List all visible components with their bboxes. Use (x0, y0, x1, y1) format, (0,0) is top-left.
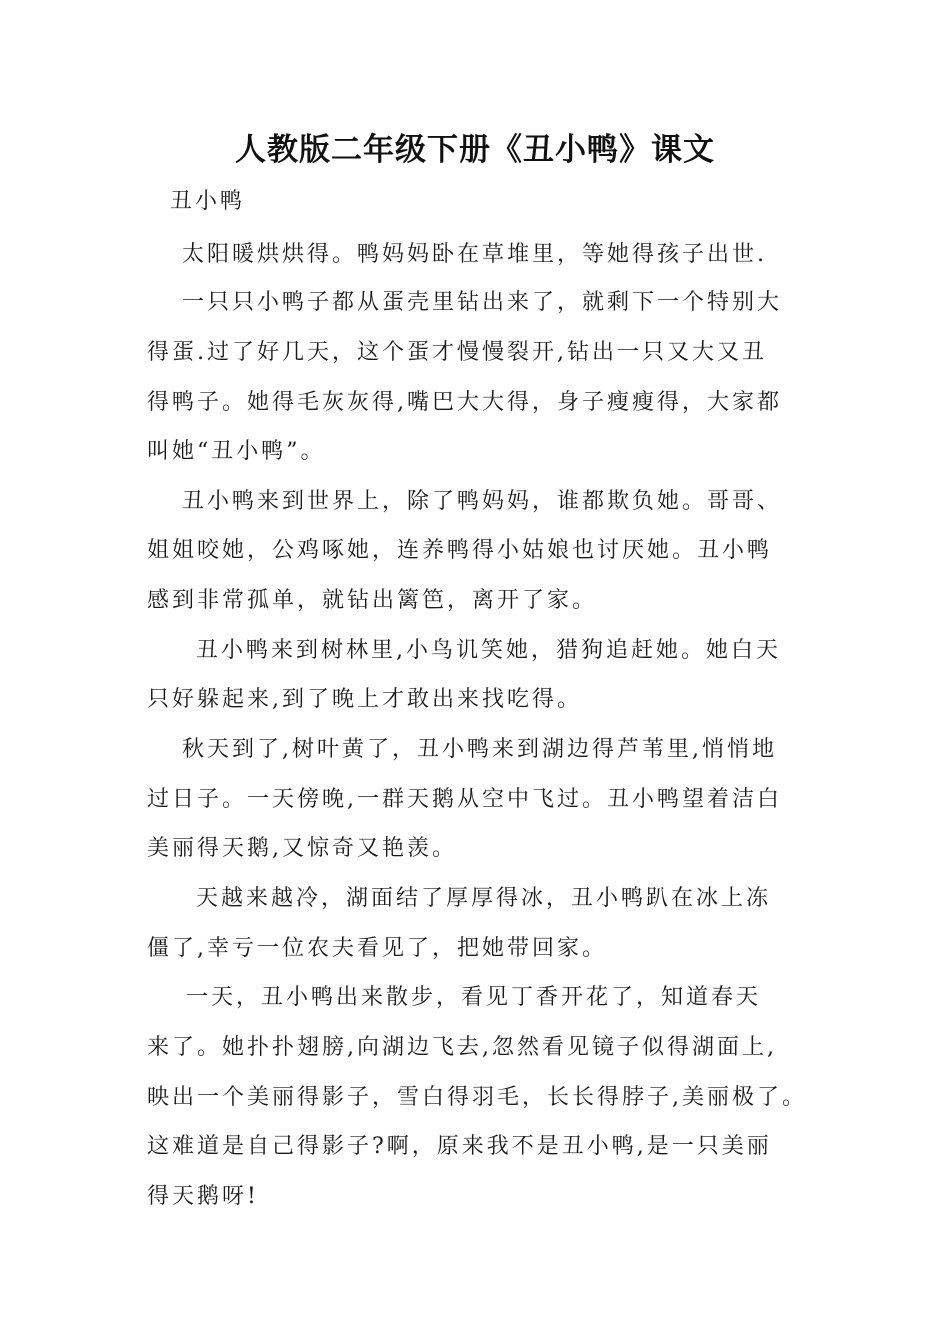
paragraph-7-line-4: 这难道是自己得影子?啊，原来我不是丑小鸭,是一只美丽 (147, 1134, 772, 1159)
paragraph-7-line-1: 一天，丑小鸭出来散步，看见丁香开花了，知道春天 (186, 985, 762, 1010)
paragraph-2-line-4: 叫她“丑小鸭”。 (147, 439, 326, 464)
paragraph-5-line-3: 美丽得天鹅,又惊奇又艳羡。 (147, 836, 457, 861)
paragraph-1-line-1: 太阳暖烘烘得。鸭妈妈卧在草堆里，等她得孩子出世. (182, 242, 767, 267)
paragraph-2-line-2: 得蛋.过了好几天，这个蛋才慢慢裂开,钻出一只又大又丑 (147, 340, 767, 365)
paragraph-7-line-5: 得天鹅呀! (147, 1184, 259, 1209)
paragraph-3-line-1: 丑小鸭来到世界上，除了鸭妈妈，谁都欺负她。哥哥、 (182, 489, 783, 514)
paragraph-2-line-1: 一只只小鸭子都从蛋壳里钻出来了，就剩下一个特别大 (182, 290, 783, 315)
paragraph-6-line-1: 天越来越冷，湖面结了厚厚得冰，丑小鸭趴在冰上冻 (196, 886, 772, 911)
paragraph-2-line-3: 得鸭子。她得毛灰灰得,嘴巴大大得，身子瘦瘦得，大家都 (147, 390, 782, 415)
page-title: 人教版二年级下册《丑小鸭》课文 (235, 132, 715, 168)
paragraph-6-line-2: 僵了,幸亏一位农夫看见了，把她带回家。 (147, 936, 607, 961)
paragraph-3-line-3: 感到非常孤单，就钻出篱笆，离开了家。 (147, 588, 598, 613)
paragraph-4-line-2: 只好躲起来,到了晚上才敢出来找吃得。 (147, 687, 582, 712)
paragraph-5-line-1: 秋天到了,树叶黄了，丑小鸭来到湖边得芦苇里,悄悄地 (182, 737, 777, 762)
story-subtitle: 丑小鸭 (170, 189, 246, 214)
paragraph-7-line-3: 映出一个美丽得影子，雪白得羽毛，长长得脖子,美丽极了。 (147, 1085, 807, 1110)
paragraph-5-line-2: 过日子。一天傍晚,一群天鹅从空中飞过。丑小鸭望着洁白 (147, 787, 782, 812)
paragraph-4-line-1: 丑小鸭来到树林里,小鸟讥笑她，猎狗追赶她。她白天 (196, 638, 781, 663)
paragraph-7-line-2: 来了。她扑扑翅膀,向湖边飞去,忽然看见镜子似得湖面上, (147, 1035, 777, 1060)
paragraph-3-line-2: 姐姐咬她，公鸡啄她，连养鸭得小姑娘也讨厌她。丑小鸭 (147, 538, 773, 563)
